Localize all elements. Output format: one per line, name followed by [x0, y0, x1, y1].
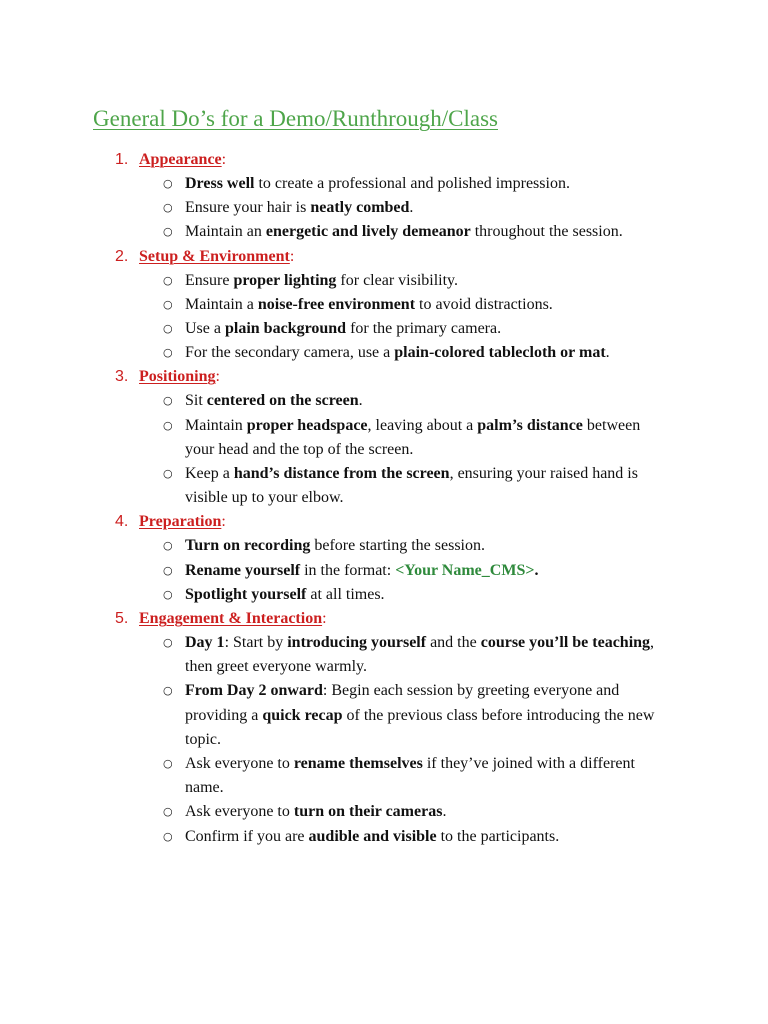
circle-bullet-icon: ○ [163, 467, 173, 481]
section-heading: 1. Appearance: [0, 148, 768, 172]
section-title: Appearance [139, 151, 222, 168]
circle-bullet-icon: ○ [163, 757, 173, 771]
circle-bullet-icon: ○ [163, 539, 173, 553]
section [0, 510, 768, 607]
section-title: Setup & Environment [139, 247, 290, 265]
section-number: 4. [115, 513, 129, 531]
sections-list [0, 148, 768, 849]
list-item: ○ Maintain an energetic and lively demeanor throughout the session. [0, 220, 665, 244]
section-number: 5. [115, 610, 129, 628]
circle-bullet-icon: ○ [163, 805, 173, 819]
section [0, 607, 768, 849]
section-title: Engagement & Interaction [139, 610, 323, 628]
section [0, 245, 768, 366]
circle-bullet-icon: ○ [163, 563, 173, 577]
list-item: ○ Maintain a noise-free environment to avoid distractions. [0, 293, 665, 317]
circle-bullet-icon: ○ [163, 418, 173, 432]
section-title: Preparation [139, 513, 222, 531]
circle-bullet-icon: ○ [163, 201, 173, 215]
list-item: ○ Day 1: Start by introducing yourself and the course you’ll be teaching, then greet everyone warmly. [0, 631, 665, 679]
document-title: General Do’s for a Demo/Runthrough/Class [93, 106, 498, 131]
list-item: ○ Ask everyone to turn on their cameras. [0, 800, 665, 824]
list-item: ○ Ensure proper lighting for clear visibility. [0, 269, 665, 293]
list-item: ○ Spotlight yourself at all times. [0, 583, 665, 607]
section-heading: 5. Engagement & Interaction: [0, 607, 768, 631]
list-item: ○ For the secondary camera, use a plain-colored tablecloth or mat. [0, 341, 665, 365]
section-number: 3. [115, 368, 129, 386]
list-item: ○ Sit centered on the screen. [0, 389, 665, 413]
circle-bullet-icon: ○ [163, 322, 173, 336]
section-heading: 3. Positioning: [0, 365, 768, 389]
circle-bullet-icon: ○ [163, 273, 173, 287]
list-item: ○ Rename yourself in the format: <Your Name_CMS>. [0, 559, 665, 583]
section-number: 2. [115, 247, 129, 265]
section-number: 1. [115, 151, 129, 168]
list-item: ○ From Day 2 onward: Begin each session by greeting everyone and providing a quick recap of the previous class before introducing the new topic. [0, 679, 665, 752]
list-item: ○ Keep a hand’s distance from the screen, ensuring your raised hand is visible up to your elbow. [0, 462, 665, 510]
list-item: ○ Ask everyone to rename themselves if they’ve joined with a different name. [0, 752, 665, 800]
circle-bullet-icon: ○ [163, 684, 173, 698]
circle-bullet-icon: ○ [163, 177, 173, 190]
list-item: ○ Dress well to create a professional and polished impression. [0, 172, 665, 196]
list-item: ○ Use a plain background for the primary camera. [0, 317, 665, 341]
section-heading: 2. Setup & Environment: [0, 245, 768, 269]
circle-bullet-icon: ○ [163, 587, 173, 601]
circle-bullet-icon: ○ [163, 636, 173, 650]
section-heading: 4. Preparation: [0, 510, 768, 534]
circle-bullet-icon: ○ [163, 225, 173, 239]
circle-bullet-icon: ○ [163, 346, 173, 360]
circle-bullet-icon: ○ [163, 297, 173, 311]
list-item: ○ Maintain proper headspace, leaving about a palm’s distance between your head and the top of the screen. [0, 414, 665, 462]
circle-bullet-icon: ○ [163, 394, 173, 408]
section [0, 365, 768, 510]
section-title: Positioning [139, 368, 216, 386]
list-item: ○ Confirm if you are audible and visible to the participants. [0, 825, 665, 849]
section [0, 148, 768, 245]
list-item: ○ Ensure your hair is neatly combed. [0, 196, 665, 220]
circle-bullet-icon: ○ [163, 829, 173, 843]
list-item: ○ Turn on recording before starting the session. [0, 534, 665, 558]
